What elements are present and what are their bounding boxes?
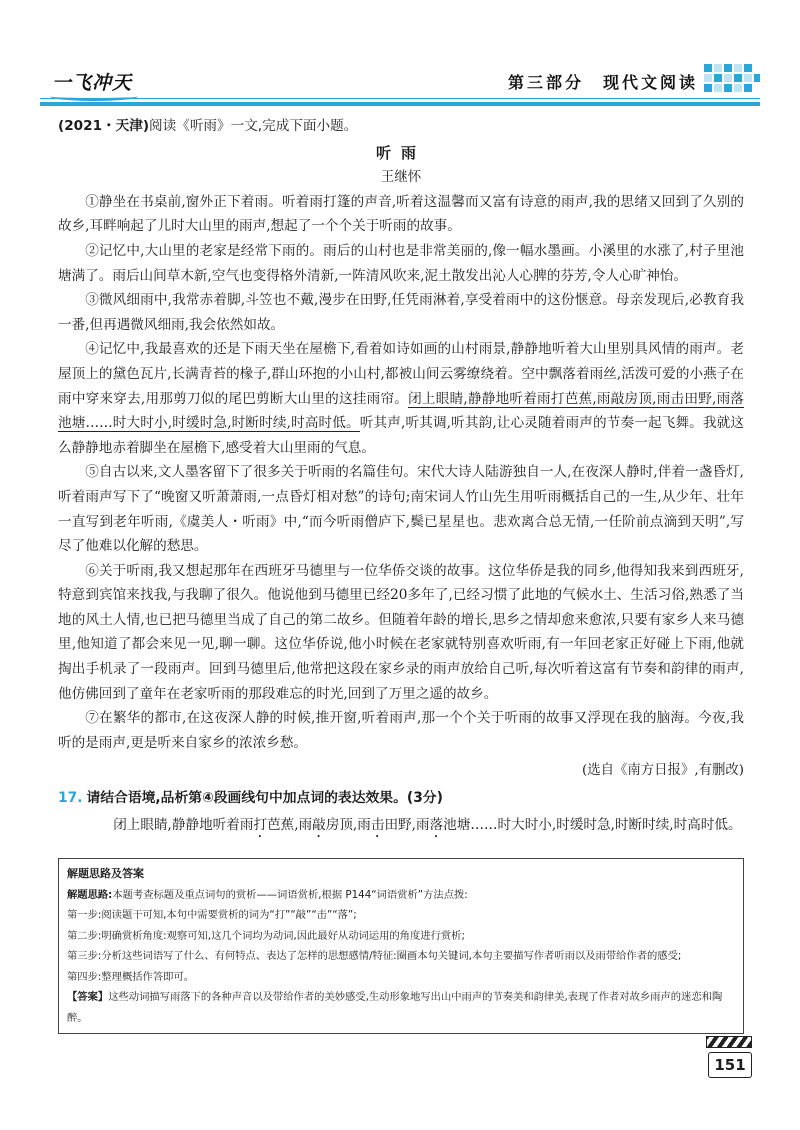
step-2: 第二步:明确赏析角度:观察可知,这几个词均为动词,因此最好从动词运用的角度进行赏析; [67, 929, 465, 942]
intro-line [58, 114, 744, 139]
step-4: 第四步:整理概括作答即可。 [67, 970, 195, 983]
quote-part: 芭蕉,雨 [267, 816, 313, 833]
answer-box-title: 解题思路及答案 [67, 867, 144, 880]
analysis-line [67, 885, 735, 906]
question-text: 请结合语境,品析第④段画线句中加点词的表达效果。(3分) [86, 790, 443, 807]
page-header [40, 62, 760, 106]
quote-part: 池塘……时大时小,时缓时急,时断时续,时高时低。 [443, 816, 742, 833]
answer-box [58, 858, 744, 1034]
article-title: 听雨 [375, 143, 426, 162]
page-number: 151 [708, 1052, 752, 1078]
paragraph-6: ⑥关于听雨,我又想起那年在西班牙马德里与一位华侨交谈的故事。这位华侨是我的同乡,他得知我来到西班牙,特意到宾馆来找我,与我聊了很久。他说他到马德里已经20多年了,已经习惯了此地的气候水土、生活习俗,熟悉了当地的风土人情,也已把马德里当成了自己的第二故乡。但随着年龄的增长,思乡之情却愈来愈浓,只要有家乡人来马德里,他知道了都会来见一见,聊一聊。这位华侨说,他小时候在老家就特别喜欢听雨,有一年回老家正好碰上下雨,他就掏出手机录了一段雨声。回到马德里后,他常把这段在家乡录的雨声放给自己听,每次听着这富有节奏和韵律的雨声,他仿佛回到了童年在老家听雨的那段难忘的时光,回到了万里之遥的故乡。 [58, 562, 744, 702]
quote-part: 闭上眼睛,静静地听着雨 [113, 816, 254, 833]
question-17 [58, 786, 744, 811]
paragraph-4-start: ④记忆中,我最喜欢的还是下雨天坐在屋檐下,看着如诗如画的山村雨景,静静地听着大山里别具风情的雨声。老屋顶上的黛色瓦片,长满青苔的椽子,群山环抱的小山村,都被山间云雾缭绕着。空中飘落着雨丝,活泼可爱的小燕子在雨中穿来穿去,用那剪刀似的尾巴剪断大山里的这挂雨帘。 [58, 341, 744, 407]
step-3: 第三步:分析这些词语写了什么、有何特点、表达了怎样的思想感情/特征:圈画本句关键词,本句主要描写作者听雨以及雨带给作者的感受; [67, 950, 682, 962]
paragraph-5: ⑤自古以来,文人墨客留下了很多关于听雨的名篇佳句。宋代大诗人陆游独自一人,在夜深人静时,伴着一盏昏灯,听着雨声写下了“晚窗又听萧萧雨,一点昏灯相对愁”的诗句;南宋词人竹山先生用听雨概括自己的一生,从少年、壮年一直写到老年听雨,《虞美人・听雨》中,“而今听雨僧庐下,鬓已星星也。悲欢离合总无情,一任阶前点滴到天明”,写尽了他难以化解的愁思。 [58, 464, 744, 555]
intro-source: (2021・天津) [58, 118, 150, 134]
question-quote [58, 813, 744, 841]
quote-part: 房顶,雨 [325, 816, 371, 833]
answer-text: 这些动词描写雨落下的各种声音以及带给作者的美妙感受,生动形象地写出山中雨声的节奏美和韵律美,表现了作者对故乡雨声的迷恋和陶醉。 [67, 991, 723, 1024]
header-rule [40, 102, 760, 106]
paragraph-4-end: 听其声,听其调,听其韵,让心灵随着雨声的节奏一起飞舞。我就这么静静地赤着脚坐在屋檐下,感受着大山里雨的气息。 [58, 415, 744, 456]
reading-content [58, 114, 744, 841]
answer-line [67, 987, 735, 1028]
section-title: 第三部分 现代文阅读 [508, 73, 699, 92]
dotted-word: 落 [429, 816, 444, 833]
paragraph-3: ③微风细雨中,我常赤着脚,斗笠也不戴,漫步在田野,任凭雨淋着,享受着雨中的这份惬意。母亲发现后,必教育我一番,但再遇微风细雨,我会依然如故。 [58, 292, 744, 333]
paragraph-1: ①静坐在书桌前,窗外正下着雨。听着雨打篷的声音,听着这温馨而又富有诗意的雨声,我的思绪又回到了久别的故乡,耳畔响起了儿时大山里的雨声,想起了一个个关于听雨的故事。 [58, 193, 744, 235]
paragraph-7: ⑦在繁华的都市,在这夜深人静的时候,推开窗,听着雨声,那一个个关于听雨的故事又浮现在我的脑海。今夜,我听的是雨声,更是听来自家乡的浓浓乡愁。 [58, 710, 744, 751]
step-1: 第一步:阅读题干可知,本句中需要赏析的词为“打”“敲”“击”“落”; [67, 909, 357, 921]
article-author: 王继怀 [380, 169, 422, 186]
header-rule-thin [40, 98, 760, 99]
dotted-word: 敲 [312, 816, 326, 833]
striped-tab-icon [706, 1036, 752, 1048]
paragraph-2: ②记忆中,大山里的老家是经常下雨的。雨后的山村也是非常美丽的,像一幅水墨画。小溪里的水涨了,村子里池塘满了。雨后山间草木新,空气也变得格外清新,一阵清风吹来,泥土散发出沁人心脾的芬芳,令人心旷神怡。 [58, 242, 744, 284]
answer-label: 【答案】 [67, 991, 109, 1003]
underlined-sentence: 闭上眼睛,静静地听着雨打芭蕉,雨敲房顶,雨击田野,雨落池塘……时大时小,时缓时急,时断时续,时高时低。 [58, 390, 744, 432]
brand-logo: 一飞冲天 [52, 72, 133, 94]
analysis-text: 本题考查标题及重点词句的赏析——词语赏析,根据 P144“词语赏析”方法点拨: [112, 888, 468, 901]
intro-instruction: 阅读《听雨》一文,完成下面小题。 [149, 118, 358, 134]
brand-swoosh-decoration [50, 92, 138, 101]
question-number: 17. [58, 790, 83, 807]
page-number-badge [706, 1036, 752, 1080]
analysis-label: 解题思路: [67, 888, 113, 901]
quote-part: 田野,雨 [384, 816, 430, 833]
grid-decoration-icon [700, 62, 760, 102]
source-note: (选自《南方日报》,有删改) [581, 763, 744, 779]
paragraph-4 [58, 337, 744, 460]
dotted-word: 打 [253, 816, 268, 833]
dotted-word: 击 [370, 816, 385, 833]
